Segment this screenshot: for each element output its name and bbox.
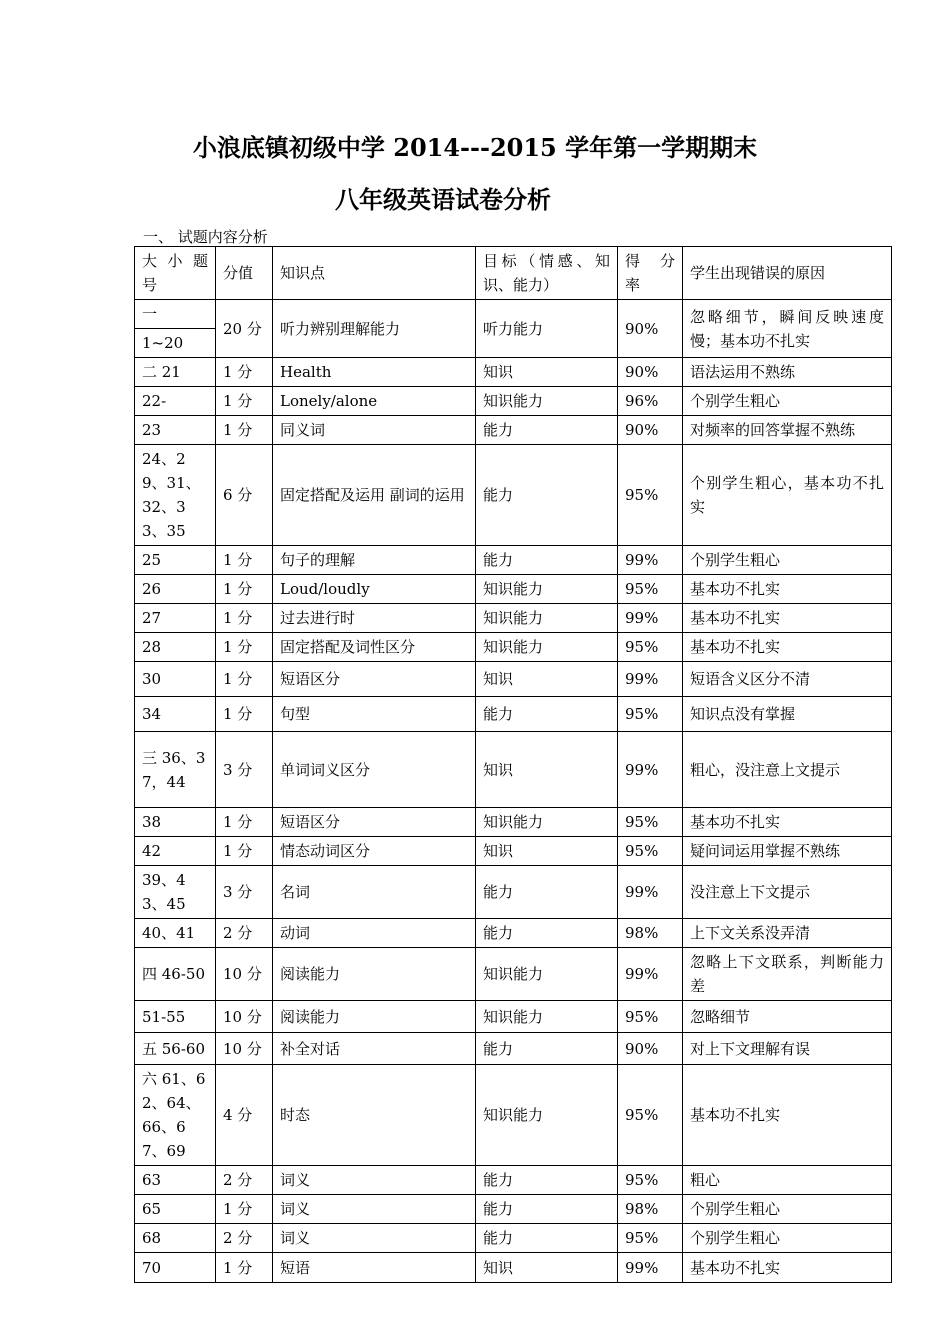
cell-question: 25 — [135, 546, 216, 575]
table-row — [135, 575, 892, 604]
cell-goal: 能力 — [476, 1195, 618, 1224]
cell-question: 30 — [135, 662, 216, 697]
cell-question: 22- — [135, 387, 216, 416]
table-row — [135, 300, 892, 329]
cell-rate: 95% — [618, 1166, 683, 1195]
cell-score: 1 分 — [216, 546, 273, 575]
cell-reason: 对上下文理解有误 — [683, 1033, 892, 1065]
cell-knowledge: 单词词义区分 — [273, 732, 476, 808]
cell-rate: 99% — [618, 662, 683, 697]
cell-rate: 90% — [618, 1033, 683, 1065]
cell-question: 39、43、45 — [135, 866, 216, 919]
cell-score: 20 分 — [216, 300, 273, 358]
cell-knowledge: Health — [273, 358, 476, 387]
cell-goal: 能力 — [476, 866, 618, 919]
cell-rate: 95% — [618, 633, 683, 662]
cell-question: 五 56-60 — [135, 1033, 216, 1065]
cell-reason: 忽略细节，瞬间反映速度慢；基本功不扎实 — [683, 300, 892, 358]
cell-rate: 95% — [618, 837, 683, 866]
cell-score: 1 分 — [216, 1195, 273, 1224]
cell-knowledge: 时态 — [273, 1065, 476, 1166]
cell-goal: 知识能力 — [476, 575, 618, 604]
cell-knowledge: Lonely/alone — [273, 387, 476, 416]
table-row — [135, 662, 892, 697]
cell-goal: 知识 — [476, 1253, 618, 1283]
cell-question: 23 — [135, 416, 216, 445]
cell-goal: 能力 — [476, 1166, 618, 1195]
cell-score: 1 分 — [216, 1253, 273, 1283]
cell-reason: 忽略细节 — [683, 1001, 892, 1033]
cell-question: 70 — [135, 1253, 216, 1283]
cell-knowledge: 词义 — [273, 1224, 476, 1253]
cell-score: 3 分 — [216, 732, 273, 808]
cell-knowledge: 短语区分 — [273, 662, 476, 697]
document-title-line2: 八年级英语试卷分析 — [335, 185, 551, 214]
cell-reason: 基本功不扎实 — [683, 604, 892, 633]
cell-knowledge: 同义词 — [273, 416, 476, 445]
cell-rate: 99% — [618, 1253, 683, 1283]
table-row — [135, 697, 892, 732]
cell-reason: 个别学生粗心 — [683, 387, 892, 416]
cell-score: 1 分 — [216, 662, 273, 697]
cell-goal: 能力 — [476, 919, 618, 948]
cell-question: 65 — [135, 1195, 216, 1224]
cell-rate: 90% — [618, 416, 683, 445]
cell-question: 38 — [135, 808, 216, 837]
table-row — [135, 837, 892, 866]
cell-knowledge: 词义 — [273, 1166, 476, 1195]
cell-score: 1 分 — [216, 416, 273, 445]
cell-knowledge: 固定搭配及运用 副词的运用 — [273, 445, 476, 546]
cell-knowledge: 句子的理解 — [273, 546, 476, 575]
cell-score: 10 分 — [216, 948, 273, 1001]
cell-reason: 粗心，没注意上文提示 — [683, 732, 892, 808]
cell-goal: 知识能力 — [476, 808, 618, 837]
cell-question: 1~20 — [135, 329, 216, 358]
table-row — [135, 1065, 892, 1166]
cell-reason: 粗心 — [683, 1166, 892, 1195]
cell-rate: 95% — [618, 445, 683, 546]
cell-rate: 98% — [618, 1195, 683, 1224]
cell-score: 1 分 — [216, 575, 273, 604]
cell-rate: 96% — [618, 387, 683, 416]
table-row — [135, 416, 892, 445]
table-row — [135, 1253, 892, 1283]
cell-reason: 忽略上下文联系，判断能力差 — [683, 948, 892, 1001]
table-row — [135, 919, 892, 948]
cell-goal: 能力 — [476, 1224, 618, 1253]
table-row — [135, 1195, 892, 1224]
header-question-number: 大 小 题号 — [135, 247, 216, 300]
cell-question: 42 — [135, 837, 216, 866]
cell-score: 2 分 — [216, 919, 273, 948]
cell-score: 1 分 — [216, 633, 273, 662]
cell-goal: 能力 — [476, 416, 618, 445]
header-goal: 目标（情感、知识、能力） — [476, 247, 618, 300]
cell-reason: 语法运用不熟练 — [683, 358, 892, 387]
cell-reason: 基本功不扎实 — [683, 1253, 892, 1283]
header-rate: 得 分率 — [618, 247, 683, 300]
cell-score: 2 分 — [216, 1166, 273, 1195]
header-reason: 学生出现错误的原因 — [683, 247, 892, 300]
cell-score: 1 分 — [216, 837, 273, 866]
cell-goal: 知识能力 — [476, 948, 618, 1001]
cell-knowledge: 情态动词区分 — [273, 837, 476, 866]
cell-reason: 疑问词运用掌握不熟练 — [683, 837, 892, 866]
cell-knowledge: 补全对话 — [273, 1033, 476, 1065]
cell-question: 63 — [135, 1166, 216, 1195]
cell-reason: 基本功不扎实 — [683, 1065, 892, 1166]
cell-reason: 没注意上下文提示 — [683, 866, 892, 919]
table-row — [135, 1033, 892, 1065]
cell-rate: 95% — [618, 1065, 683, 1166]
cell-rate: 95% — [618, 697, 683, 732]
section-heading: 一、 试题内容分析 — [143, 228, 268, 246]
cell-score: 2 分 — [216, 1224, 273, 1253]
cell-goal: 听力能力 — [476, 300, 618, 358]
cell-question: 68 — [135, 1224, 216, 1253]
cell-rate: 95% — [618, 575, 683, 604]
cell-knowledge: 词义 — [273, 1195, 476, 1224]
cell-rate: 99% — [618, 948, 683, 1001]
cell-rate: 98% — [618, 919, 683, 948]
cell-goal: 能力 — [476, 546, 618, 575]
cell-reason: 基本功不扎实 — [683, 808, 892, 837]
table-row — [135, 387, 892, 416]
cell-score: 1 分 — [216, 387, 273, 416]
cell-rate: 95% — [618, 808, 683, 837]
cell-score: 1 分 — [216, 697, 273, 732]
cell-rate: 99% — [618, 866, 683, 919]
cell-knowledge: Loud/loudly — [273, 575, 476, 604]
cell-knowledge: 名词 — [273, 866, 476, 919]
cell-question: 27 — [135, 604, 216, 633]
cell-rate: 95% — [618, 1224, 683, 1253]
cell-rate: 99% — [618, 604, 683, 633]
cell-score: 10 分 — [216, 1033, 273, 1065]
cell-goal: 知识 — [476, 662, 618, 697]
cell-knowledge: 短语区分 — [273, 808, 476, 837]
header-row — [135, 247, 892, 300]
cell-score: 1 分 — [216, 358, 273, 387]
document-title-line1: 小浪底镇初级中学 2014---2015 学年第一学期期末 — [192, 133, 758, 162]
cell-knowledge: 句型 — [273, 697, 476, 732]
cell-knowledge: 固定搭配及词性区分 — [273, 633, 476, 662]
cell-reason: 短语含义区分不清 — [683, 662, 892, 697]
cell-reason: 个别学生粗心 — [683, 1195, 892, 1224]
cell-knowledge: 听力辨别理解能力 — [273, 300, 476, 358]
cell-rate: 95% — [618, 1001, 683, 1033]
cell-goal: 知识 — [476, 837, 618, 866]
cell-question: 26 — [135, 575, 216, 604]
table-row — [135, 1001, 892, 1033]
cell-rate: 90% — [618, 358, 683, 387]
cell-goal: 知识能力 — [476, 1065, 618, 1166]
cell-reason: 知识点没有掌握 — [683, 697, 892, 732]
cell-reason: 个别学生粗心 — [683, 546, 892, 575]
cell-question: 四 46-50 — [135, 948, 216, 1001]
cell-question: 34 — [135, 697, 216, 732]
table-row — [135, 445, 892, 546]
cell-question: 24、29、31、32、33、35 — [135, 445, 216, 546]
table-row — [135, 1166, 892, 1195]
table-row — [135, 604, 892, 633]
cell-question: 六 61、62、64、66、67、69 — [135, 1065, 216, 1166]
cell-goal: 知识 — [476, 358, 618, 387]
header-score: 分值 — [216, 247, 273, 300]
cell-goal: 知识能力 — [476, 387, 618, 416]
table-row — [135, 546, 892, 575]
cell-question: 一 — [135, 300, 216, 329]
cell-score: 6 分 — [216, 445, 273, 546]
cell-knowledge: 过去进行时 — [273, 604, 476, 633]
cell-rate: 99% — [618, 732, 683, 808]
cell-question: 51-55 — [135, 1001, 216, 1033]
cell-reason: 基本功不扎实 — [683, 633, 892, 662]
cell-reason: 上下文关系没弄清 — [683, 919, 892, 948]
cell-score: 1 分 — [216, 604, 273, 633]
cell-knowledge: 阅读能力 — [273, 1001, 476, 1033]
table-row — [135, 866, 892, 919]
cell-question: 28 — [135, 633, 216, 662]
cell-knowledge: 阅读能力 — [273, 948, 476, 1001]
cell-score: 1 分 — [216, 808, 273, 837]
cell-knowledge: 短语 — [273, 1253, 476, 1283]
cell-reason: 对频率的回答掌握不熟练 — [683, 416, 892, 445]
cell-question: 三 36、37，44 — [135, 732, 216, 808]
cell-score: 4 分 — [216, 1065, 273, 1166]
cell-goal: 知识 — [476, 732, 618, 808]
table-row — [135, 808, 892, 837]
cell-question: 二 21 — [135, 358, 216, 387]
cell-goal: 能力 — [476, 445, 618, 546]
cell-goal: 知识能力 — [476, 633, 618, 662]
cell-goal: 知识能力 — [476, 1001, 618, 1033]
cell-rate: 99% — [618, 546, 683, 575]
table-row — [135, 1224, 892, 1253]
cell-reason: 个别学生粗心 — [683, 1224, 892, 1253]
cell-question: 40、41 — [135, 919, 216, 948]
table-row — [135, 633, 892, 662]
cell-score: 3 分 — [216, 866, 273, 919]
cell-goal: 能力 — [476, 697, 618, 732]
cell-goal: 知识能力 — [476, 604, 618, 633]
cell-reason: 基本功不扎实 — [683, 575, 892, 604]
table-row — [135, 948, 892, 1001]
table-row — [135, 732, 892, 808]
cell-rate: 90% — [618, 300, 683, 358]
cell-goal: 能力 — [476, 1033, 618, 1065]
header-knowledge: 知识点 — [273, 247, 476, 300]
cell-reason: 个别学生粗心，基本功不扎实 — [683, 445, 892, 546]
cell-score: 10 分 — [216, 1001, 273, 1033]
analysis-table — [134, 246, 892, 1283]
table-row — [135, 358, 892, 387]
cell-knowledge: 动词 — [273, 919, 476, 948]
